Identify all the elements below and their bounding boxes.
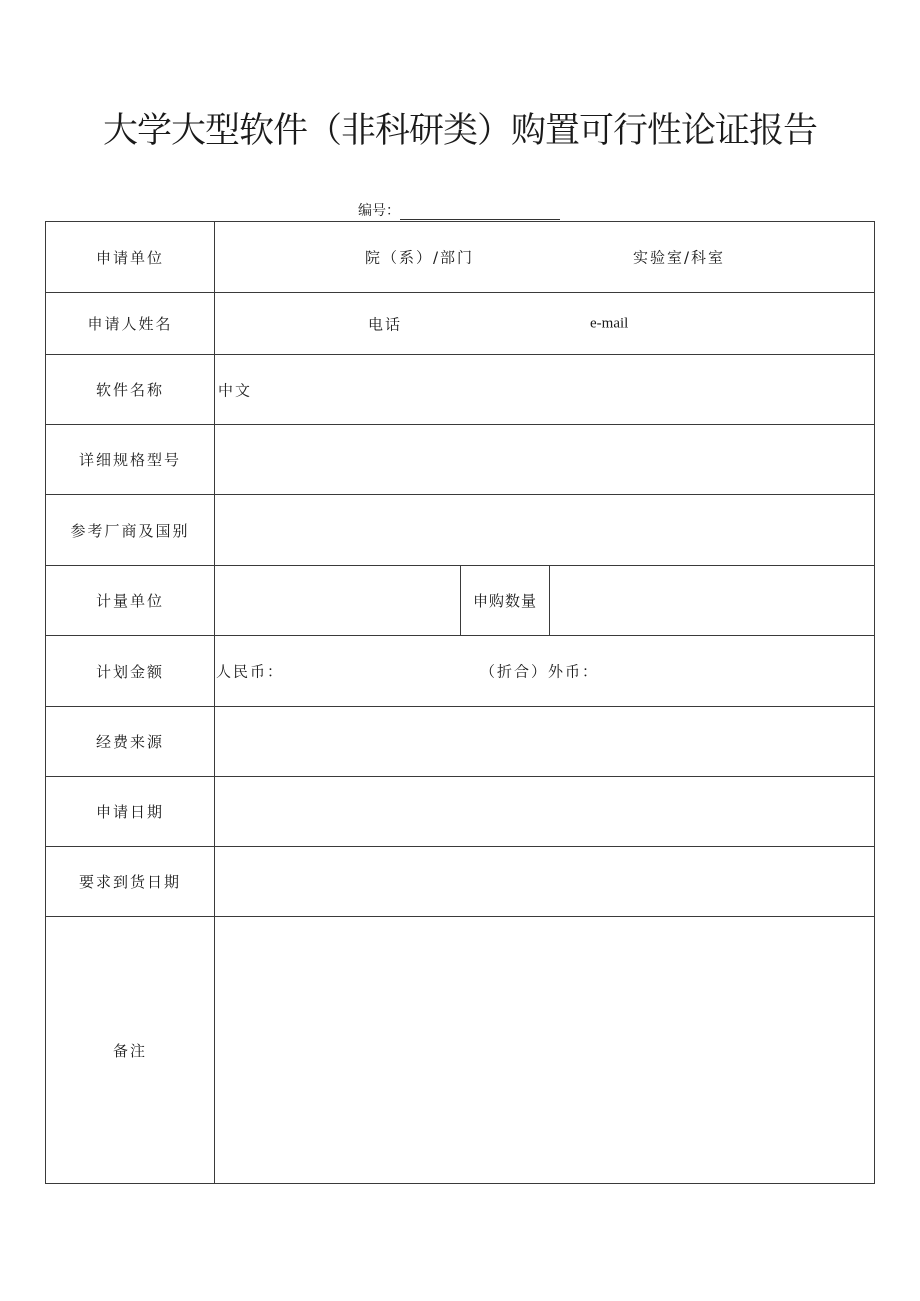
spec-model-label: 详细规格型号: [46, 425, 215, 495]
rmb-label: 人民币：: [216, 662, 285, 681]
serial-number-field[interactable]: [400, 205, 560, 220]
purchase-quantity-label: 申购数量: [461, 566, 550, 636]
row-remarks: [46, 917, 875, 1184]
page-title: 大学大型软件（非科研类）购置可行性论证报告: [102, 111, 817, 151]
phone-label: 电话: [368, 315, 403, 333]
applicant-name-label: 申请人姓名: [46, 293, 215, 355]
row-application-date: [46, 777, 875, 847]
application-date-label: 申请日期: [46, 777, 215, 847]
row-applicant-name: [46, 293, 875, 355]
delivery-date-label: 要求到货日期: [46, 847, 215, 917]
row-spec-model: [46, 425, 875, 495]
serial-number: [358, 202, 560, 220]
applicant-name-field[interactable]: [215, 293, 875, 355]
unit-of-measure-label: 计量单位: [46, 566, 215, 636]
software-name-label: 软件名称: [46, 355, 215, 425]
email-label: e-mail: [590, 315, 629, 331]
funding-source-field[interactable]: [215, 707, 875, 777]
delivery-date-field[interactable]: [215, 847, 875, 917]
row-software-name: [46, 355, 875, 425]
chinese-name-label: 中文: [218, 381, 253, 399]
row-unit-quantity: [46, 566, 875, 636]
serial-number-label: 编号：: [358, 203, 400, 219]
planned-amount-field[interactable]: [215, 636, 875, 707]
unit-of-measure-field[interactable]: [215, 566, 461, 636]
lab-office-label: 实验室/科室: [633, 248, 726, 267]
department-label: 院（系）/部门: [365, 248, 475, 267]
remarks-label: 备注: [46, 917, 215, 1184]
application-form-table: [45, 221, 875, 1184]
foreign-currency-label: （折合）外币：: [480, 662, 600, 681]
planned-amount-label: 计划金额: [46, 636, 215, 707]
row-vendor-country: [46, 495, 875, 566]
spec-model-field[interactable]: [215, 425, 875, 495]
vendor-country-label: 参考厂商及国别: [46, 495, 215, 566]
vendor-country-field[interactable]: [215, 495, 875, 566]
remarks-field[interactable]: [215, 917, 875, 1184]
applicant-unit-label: 申请单位: [46, 222, 215, 293]
application-date-field[interactable]: [215, 777, 875, 847]
row-applicant-unit: [46, 222, 875, 293]
applicant-unit-field[interactable]: [215, 222, 875, 293]
row-delivery-date: [46, 847, 875, 917]
row-funding-source: [46, 707, 875, 777]
row-planned-amount: [46, 636, 875, 707]
software-name-field[interactable]: [215, 355, 875, 425]
funding-source-label: 经费来源: [46, 707, 215, 777]
purchase-quantity-field[interactable]: [550, 566, 875, 636]
